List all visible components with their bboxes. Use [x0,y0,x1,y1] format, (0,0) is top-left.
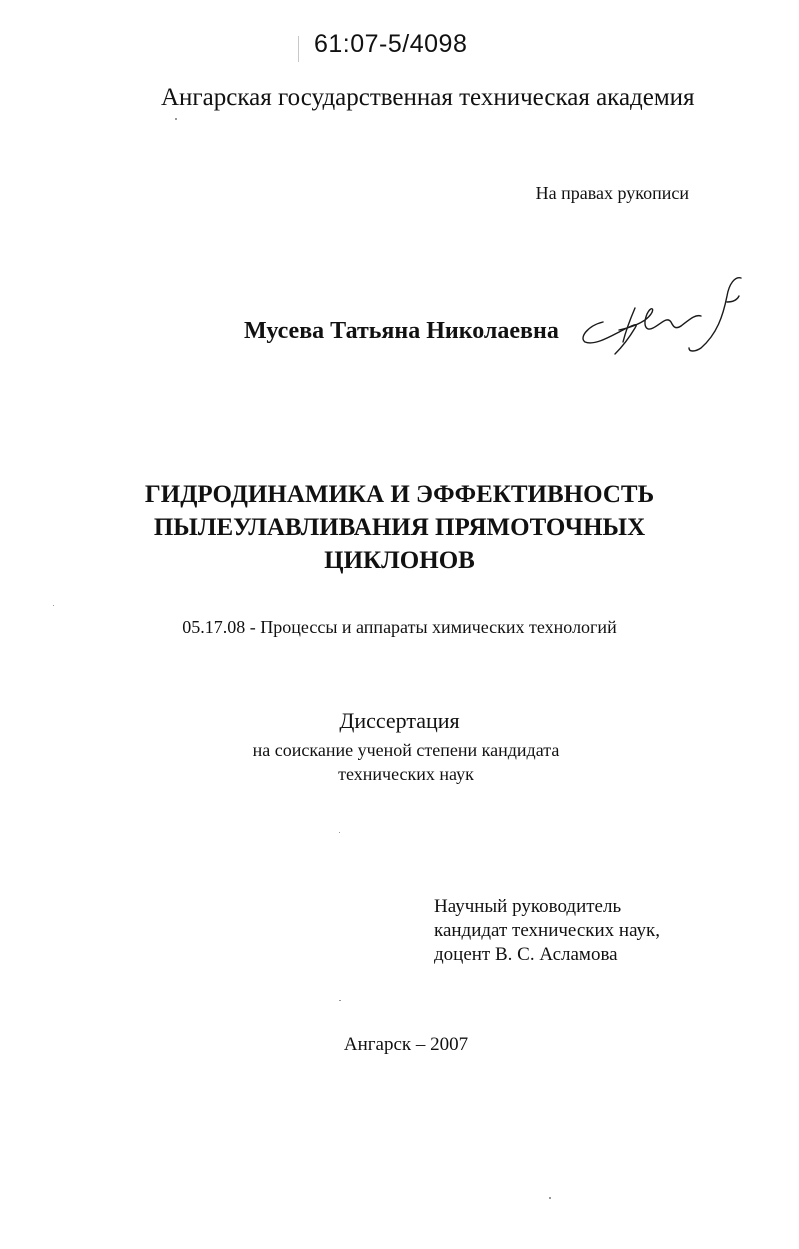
title-line-2: ПЫЛЕУЛАВЛИВАНИЯ ПРЯМОТОЧНЫХ [153,514,646,541]
degree-line-1: на соискание ученой степени кандидата [252,740,560,760]
institution-name: Ангарская государственная техническая академия [161,84,695,111]
catalog-number: 61:07-5/4098 [314,30,468,58]
advisor-line-2: кандидат технических наук, [434,920,661,941]
manuscript-rights-note: На правах рукописи [535,183,689,203]
title-line-3: ЦИКЛОНОВ [324,547,475,574]
scan-speck [549,1197,551,1199]
author-signature [577,272,757,362]
document-type: Диссертация [339,708,460,733]
degree-statement [0,738,799,786]
scan-speck [175,118,177,120]
degree-line-2: технических наук [338,764,474,784]
specialty-code: 05.17.08 - Процессы и аппараты химических технологий [182,617,617,637]
dissertation-title [0,478,799,577]
scan-speck [339,832,340,833]
scan-mark-line [298,36,299,62]
title-line-1: ГИДРОДИНАМИКА И ЭФФЕКТИВНОСТЬ [144,481,655,508]
author-name: Мусева Татьяна Николаевна [244,318,559,344]
place-and-year: Ангарск – 2007 [343,1034,469,1055]
advisor-line-3: доцент В. С. Асламова [434,944,618,965]
scan-speck [53,605,54,606]
scan-speck [339,1000,341,1001]
advisor-line-1: Научный руководитель [434,896,622,917]
scientific-advisor [434,895,660,967]
